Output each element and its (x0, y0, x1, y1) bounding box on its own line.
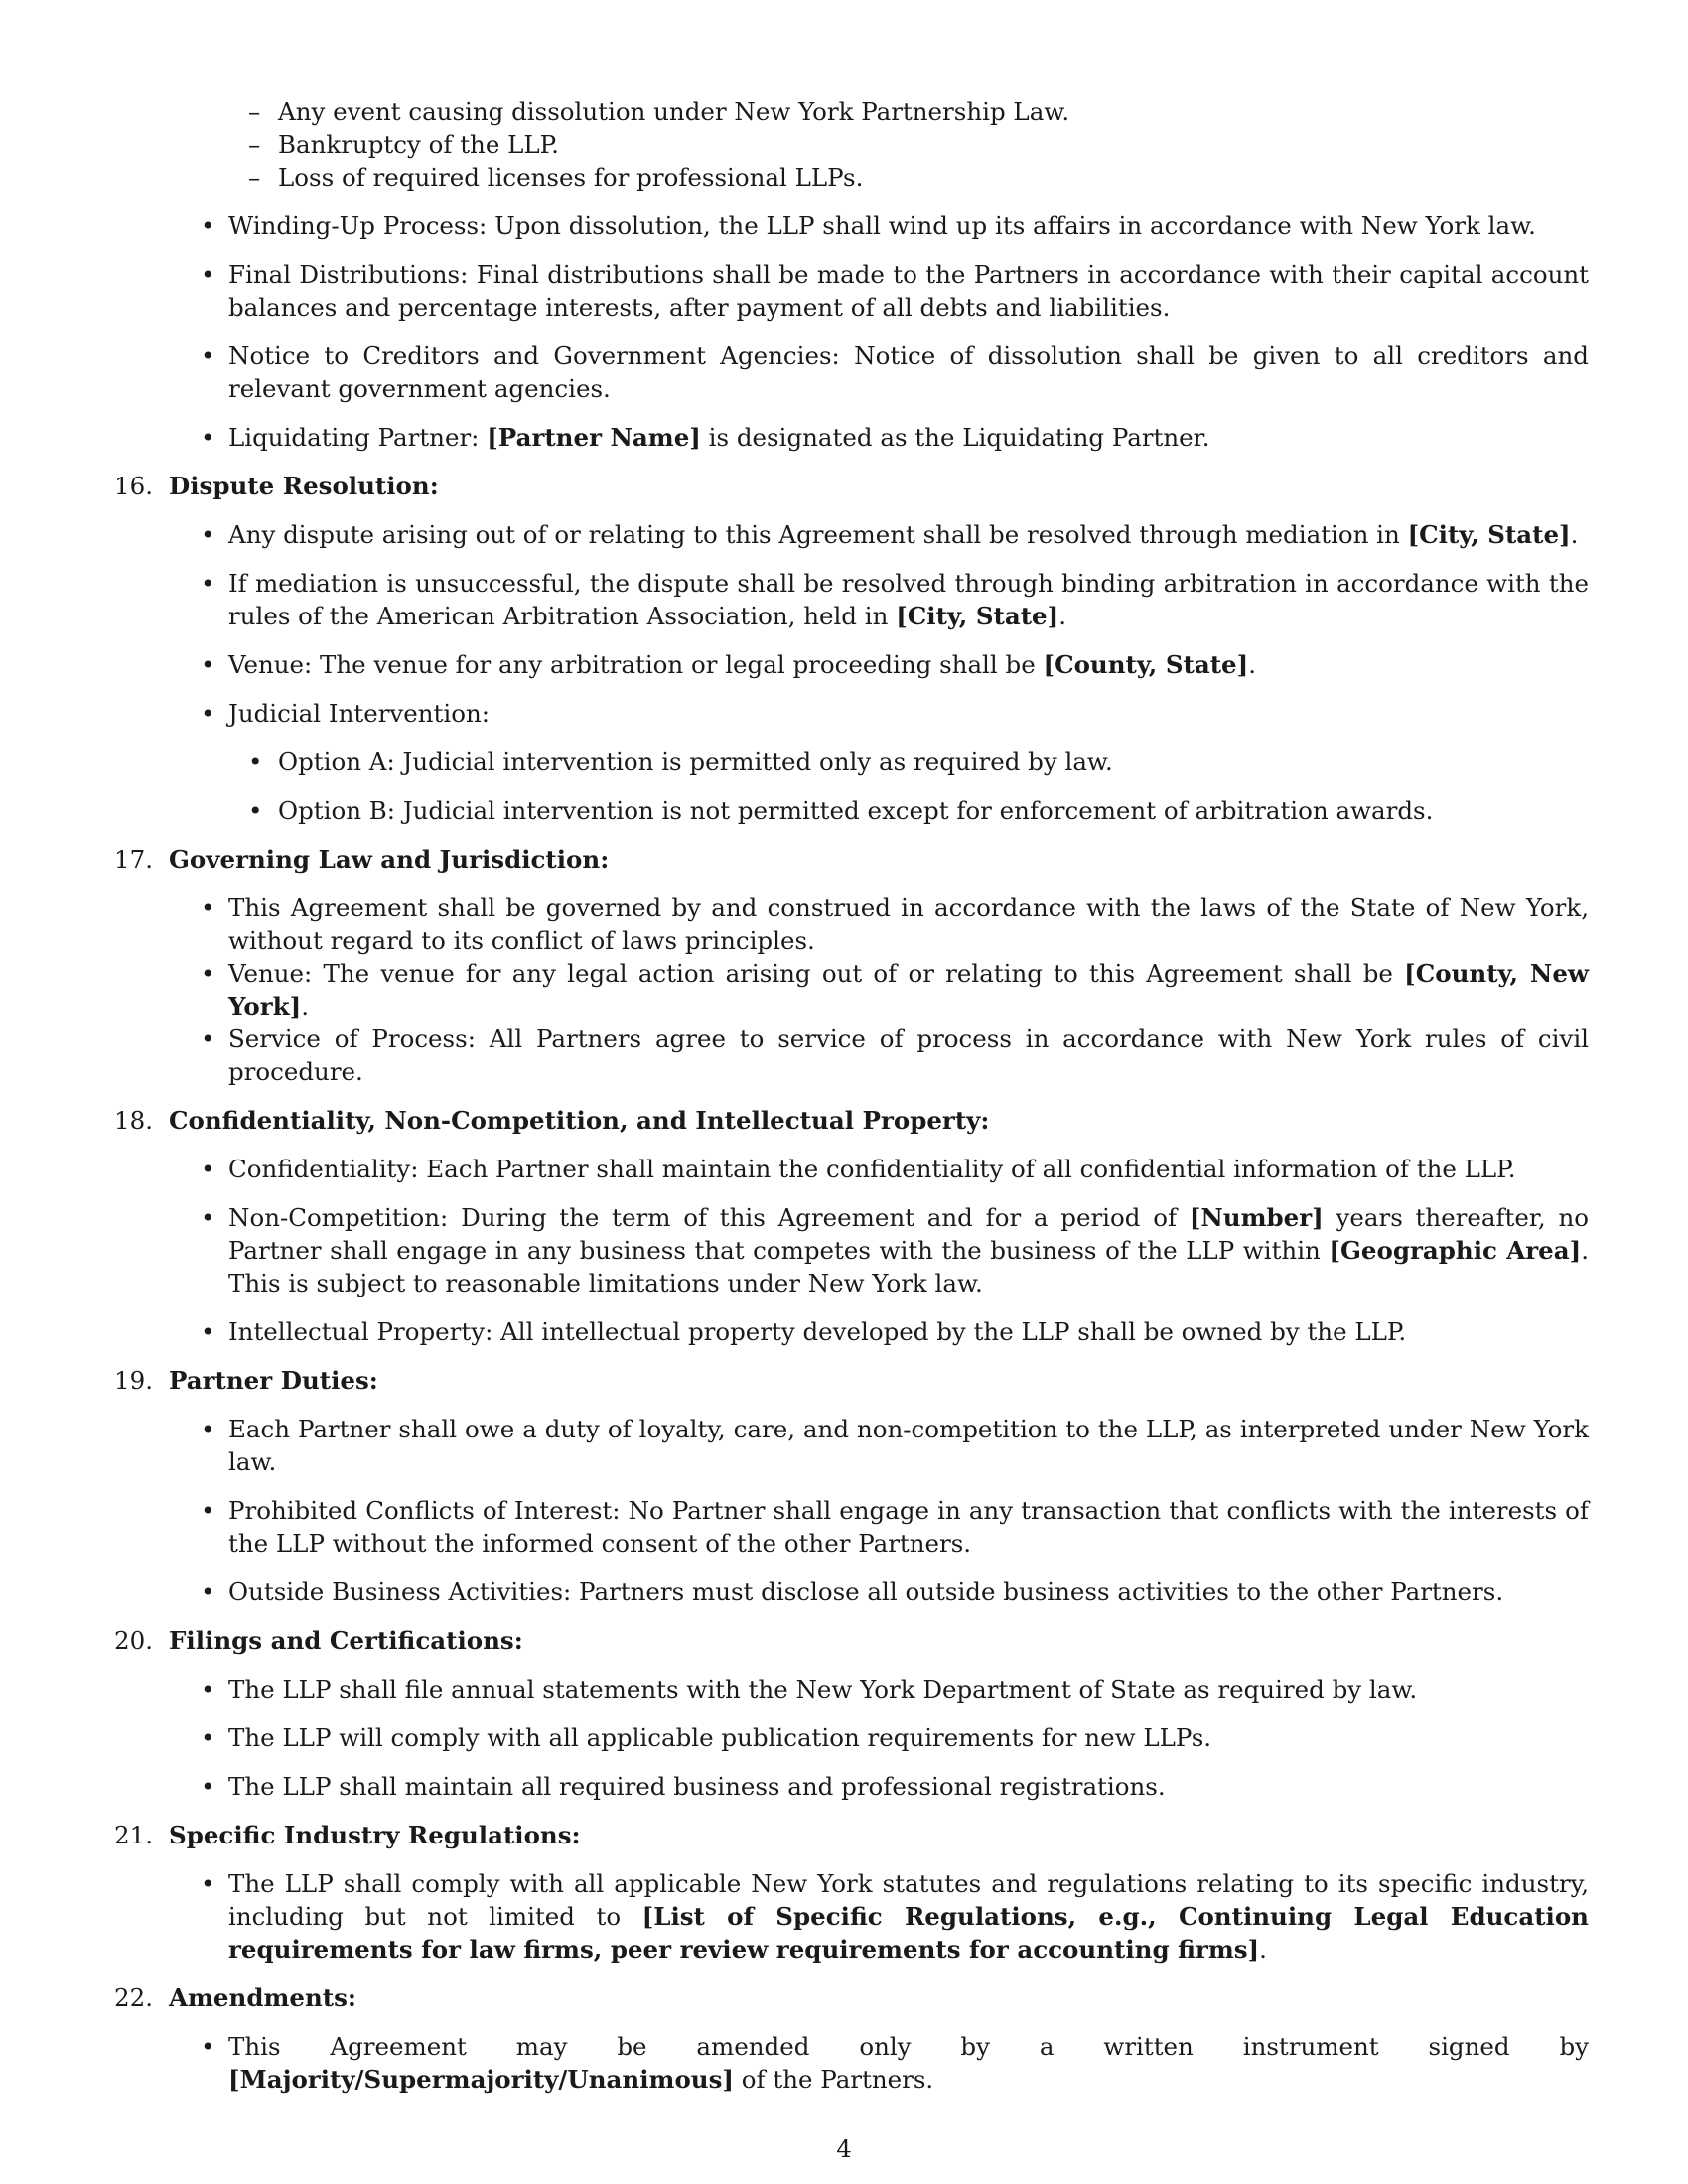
list-item: • This Agreement shall be governed by and construed in accordance with the laws of the State of New York, without regard to its conflict of laws principles. (109, 891, 1589, 957)
list-item: • Non-Competition: During the term of this Agreement and for a period of [Number] years thereafter, no Partner shall engage in any business that competes with the business of the LLP within [Geographic Area]. This is subject to reasonable limitations under New York law. (109, 1201, 1589, 1299)
list-item: – Bankruptcy of the LLP. (109, 128, 1589, 161)
list-item: • Final Distributions: Final distributions shall be made to the Partners in accordance with their capital account balances and percentage interests, after payment of all debts and liabilities. (109, 258, 1589, 324)
placeholder-field: [Geographic Area] (1329, 1236, 1582, 1265)
judicial-options-list (228, 746, 1589, 827)
placeholder-field: [Partner Name] (487, 423, 701, 452)
list-item: • The LLP will comply with all applicable publication requirements for new LLPs. (109, 1721, 1589, 1754)
list-item: • Each Partner shall owe a duty of loyalty, care, and non-competition to the LLP, as interpreted under New York law. (109, 1413, 1589, 1478)
section-heading: 18. Confidentiality, Non-Competition, and Intellectual Property: (114, 1106, 990, 1135)
section-heading: 17. Governing Law and Jurisdiction: (114, 845, 610, 874)
section-20 (109, 1624, 1589, 1803)
list-item: – Any event causing dissolution under New York Partnership Law. (109, 95, 1589, 128)
document-body (109, 95, 1589, 2096)
section-heading: 22. Amendments: (114, 1983, 356, 2012)
list-item: • If mediation is unsuccessful, the dispute shall be resolved through binding arbitration in accordance with the rules of the American Arbitration Association, held in [City, State]. (109, 567, 1589, 632)
section-17 (109, 843, 1589, 1088)
dissolution-bullets (109, 209, 1589, 454)
section-heading: 16. Dispute Resolution: (114, 472, 439, 500)
list-item: • Venue: The venue for any arbitration or legal proceeding shall be [County, State]. (109, 648, 1589, 681)
list-item: • Intellectual Property: All intellectual property developed by the LLP shall be owned by the LLP. (109, 1315, 1589, 1348)
list-item: • The LLP shall maintain all required business and professional registrations. (109, 1770, 1589, 1803)
list-item: • This Agreement may be amended only by a written instrument signed by [Majority/Supermajority/Unanimous] of the Partners. (109, 2030, 1589, 2096)
section-heading: 19. Partner Duties: (114, 1366, 378, 1395)
list-item: • Winding-Up Process: Upon dissolution, the LLP shall wind up its affairs in accordance with New York law. (109, 209, 1589, 242)
section-21 (109, 1819, 1589, 1966)
list-item: • The LLP shall file annual statements with the New York Department of State as required by law. (109, 1673, 1589, 1706)
list-item: • Any dispute arising out of or relating to this Agreement shall be resolved through mediation in [City, State]. (109, 518, 1589, 551)
list-item: – Loss of required licenses for professional LLPs. (109, 161, 1589, 194)
placeholder-field: [City, State] (1407, 520, 1571, 549)
placeholder-field: [List of Specific Regulations, e.g., Continuing Legal Education requirements for law firms, peer review requirements for accounting firms] (228, 1902, 1589, 1964)
list-item: • Option A: Judicial intervention is permitted only as required by law. (228, 746, 1589, 778)
list-item: • Service of Process: All Partners agree to service of process in accordance with New York rules of civil procedure. (109, 1023, 1589, 1088)
list-item: • Notice to Creditors and Government Agencies: Notice of dissolution shall be given to all creditors and relevant government agencies. (109, 340, 1589, 405)
placeholder-field: [Number] (1189, 1203, 1324, 1232)
section-heading: 21. Specific Industry Regulations: (114, 1821, 581, 1849)
list-item: • Judicial Intervention: • Option A: Judicial intervention is permitted only as required by law. • Option B: Judicial intervention is not permitted except for enforcement of arbitration awards. (109, 697, 1589, 827)
placeholder-field: [City, State] (896, 602, 1059, 630)
list-item: • The LLP shall comply with all applicable New York statutes and regulations relating to its specific industry, including but not limited to [List of Specific Regulations, e.g., Continuing Legal Education requirements for law firms, peer review requirements for accounting firms]. (109, 1867, 1589, 1966)
list-item: • Option B: Judicial intervention is not permitted except for enforcement of arbitration awards. (228, 794, 1589, 827)
placeholder-field: [Majority/Supermajority/Unanimous] (228, 2065, 734, 2094)
list-item: • Venue: The venue for any legal action arising out of or relating to this Agreement shall be [County, New York]. (109, 957, 1589, 1023)
list-item: • Liquidating Partner: [Partner Name] is designated as the Liquidating Partner. (109, 421, 1589, 454)
list-item: • Outside Business Activities: Partners must disclose all outside business activities to the other Partners. (109, 1575, 1589, 1608)
placeholder-field: [County, State] (1043, 650, 1249, 679)
section-18 (109, 1104, 1589, 1348)
section-16 (109, 470, 1589, 827)
list-item: • Confidentiality: Each Partner shall maintain the confidentiality of all confidential information of the LLP. (109, 1153, 1589, 1185)
section-heading: 20. Filings and Certifications: (114, 1626, 523, 1655)
placeholder-field: [County, New York] (228, 959, 1590, 1021)
dissolution-events-list (109, 95, 1589, 194)
list-item: • Prohibited Conflicts of Interest: No Partner shall engage in any transaction that conflicts with the interests of the LLP without the informed consent of the other Partners. (109, 1494, 1589, 1560)
section-19 (109, 1364, 1589, 1608)
page-number: 4 (836, 2134, 852, 2163)
section-22 (109, 1981, 1589, 2096)
